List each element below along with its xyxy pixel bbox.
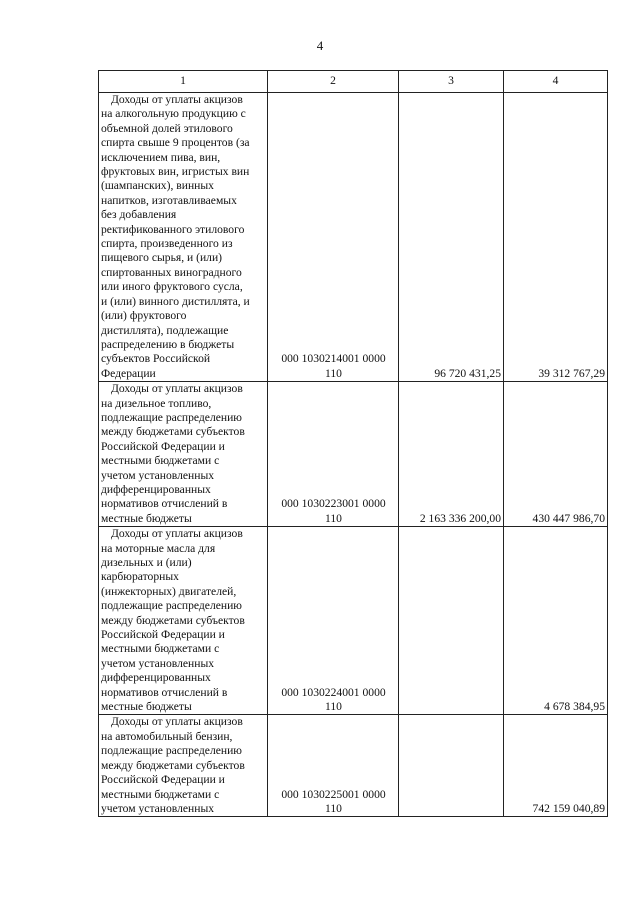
row-description	[99, 527, 268, 715]
row-value-col4: 39 312 767,29	[504, 93, 608, 382]
code-line: 000 1030225001 0000	[281, 787, 386, 801]
description-line: дифференцированных	[101, 482, 211, 496]
description-line: дизельных и (или)	[101, 556, 192, 569]
description-line: нормативов отчислений в	[101, 685, 228, 699]
description-line: Российской Федерации и	[101, 773, 225, 787]
description-line: на алкогольную продукцию с	[101, 107, 246, 121]
description-line: или иного фруктового сусла,	[101, 280, 243, 294]
description-line: подлежащие распределению	[101, 744, 242, 758]
row-classification-code	[268, 93, 399, 382]
description-line: подлежащие распределению	[101, 410, 242, 424]
description-line: учетом установленных	[101, 468, 215, 482]
description-line: Доходы от уплаты акцизов	[111, 382, 243, 396]
page-number: 4	[316, 38, 324, 53]
row-value-col4: 742 159 040,89	[504, 715, 608, 817]
description-line: учетом установленных	[101, 656, 215, 670]
code-line: 000 1030214001 0000	[281, 352, 386, 366]
code-line: 110	[325, 801, 342, 815]
description-line: местными бюджетами с	[101, 642, 220, 656]
header-col-4: 4	[504, 71, 608, 93]
description-line: ректификованного этилового	[101, 222, 245, 236]
description-line: нормативов отчислений в	[101, 497, 228, 511]
description-line: распределению в бюджеты	[101, 337, 235, 351]
description-line: местными бюджетами с	[101, 454, 220, 468]
description-line: Российской Федерации и	[101, 628, 225, 642]
row-value-col4: 430 447 986,70	[504, 382, 608, 527]
description-line: между бюджетами субъектов	[101, 425, 245, 439]
description-line: напитков, изготавливаемых	[101, 193, 237, 207]
row-description	[99, 715, 268, 817]
description-line: Российской Федерации и	[101, 439, 225, 453]
description-line: дистиллята), подлежащие	[101, 323, 229, 337]
row-description	[99, 382, 268, 527]
header-col-1: 1	[99, 71, 268, 93]
code-line: 110	[325, 511, 342, 525]
description-line: учетом установленных	[101, 801, 215, 815]
description-line: подлежащие распределению	[101, 599, 242, 613]
description-line: Доходы от уплаты акцизов	[111, 715, 243, 729]
row-classification-code	[268, 715, 399, 817]
row-value-col3	[399, 527, 504, 715]
code-line: 110	[325, 700, 342, 714]
code-line: 110	[325, 366, 342, 380]
description-line: (инжекторных) двигателей,	[101, 584, 237, 598]
row-value-col3: 2 163 336 200,00	[399, 382, 504, 527]
description-line: местные бюджеты	[101, 511, 192, 525]
description-line: исключением пива, вин,	[101, 150, 221, 164]
description-line: субъектов Российской	[101, 352, 211, 366]
description-line: на дизельное топливо,	[101, 396, 212, 410]
row-value-col4: 4 678 384,95	[504, 527, 608, 715]
description-line: между бюджетами субъектов	[101, 613, 245, 627]
description-line: (шампанских), винных	[101, 179, 214, 193]
description-line: Доходы от уплаты акцизов	[111, 527, 243, 541]
revenue-table	[98, 70, 608, 817]
description-line: местные бюджеты	[101, 700, 192, 714]
row-description	[99, 93, 268, 382]
row-classification-code	[268, 382, 399, 527]
header-col-3: 3	[399, 71, 504, 93]
description-line: дифференцированных	[101, 671, 211, 685]
code-line: 000 1030223001 0000	[281, 497, 386, 511]
description-line: фруктовых вин, игристых вин	[101, 165, 250, 179]
row-classification-code	[268, 527, 399, 715]
table-row	[99, 527, 608, 715]
description-line: спиртованных виноградного	[101, 265, 242, 279]
table-row	[99, 93, 608, 382]
description-line: спирта, произведенного из	[101, 237, 233, 251]
code-line: 000 1030224001 0000	[281, 685, 386, 699]
description-line: Доходы от уплаты акцизов	[111, 93, 243, 106]
description-line: (или) фруктового	[101, 309, 187, 323]
description-line: между бюджетами субъектов	[101, 758, 245, 772]
row-value-col3	[399, 715, 504, 817]
description-line: спирта свыше 9 процентов (за	[101, 136, 250, 150]
description-line: на моторные масла для	[101, 541, 216, 555]
description-line: без добавления	[101, 208, 177, 222]
description-line: местными бюджетами с	[101, 787, 220, 801]
description-line: пищевого сырья, и (или)	[101, 251, 223, 265]
table-header-row	[99, 71, 608, 93]
header-col-2: 2	[268, 71, 399, 93]
description-line: карбюраторных	[101, 570, 179, 584]
description-line: и (или) винного дистиллята, и	[101, 294, 250, 308]
row-value-col3: 96 720 431,25	[399, 93, 504, 382]
table-row	[99, 715, 608, 817]
description-line: Федерации	[101, 366, 156, 380]
description-line: объемной долей этилового	[101, 121, 233, 135]
table-row	[99, 382, 608, 527]
description-line: на автомобильный бензин,	[101, 729, 233, 743]
